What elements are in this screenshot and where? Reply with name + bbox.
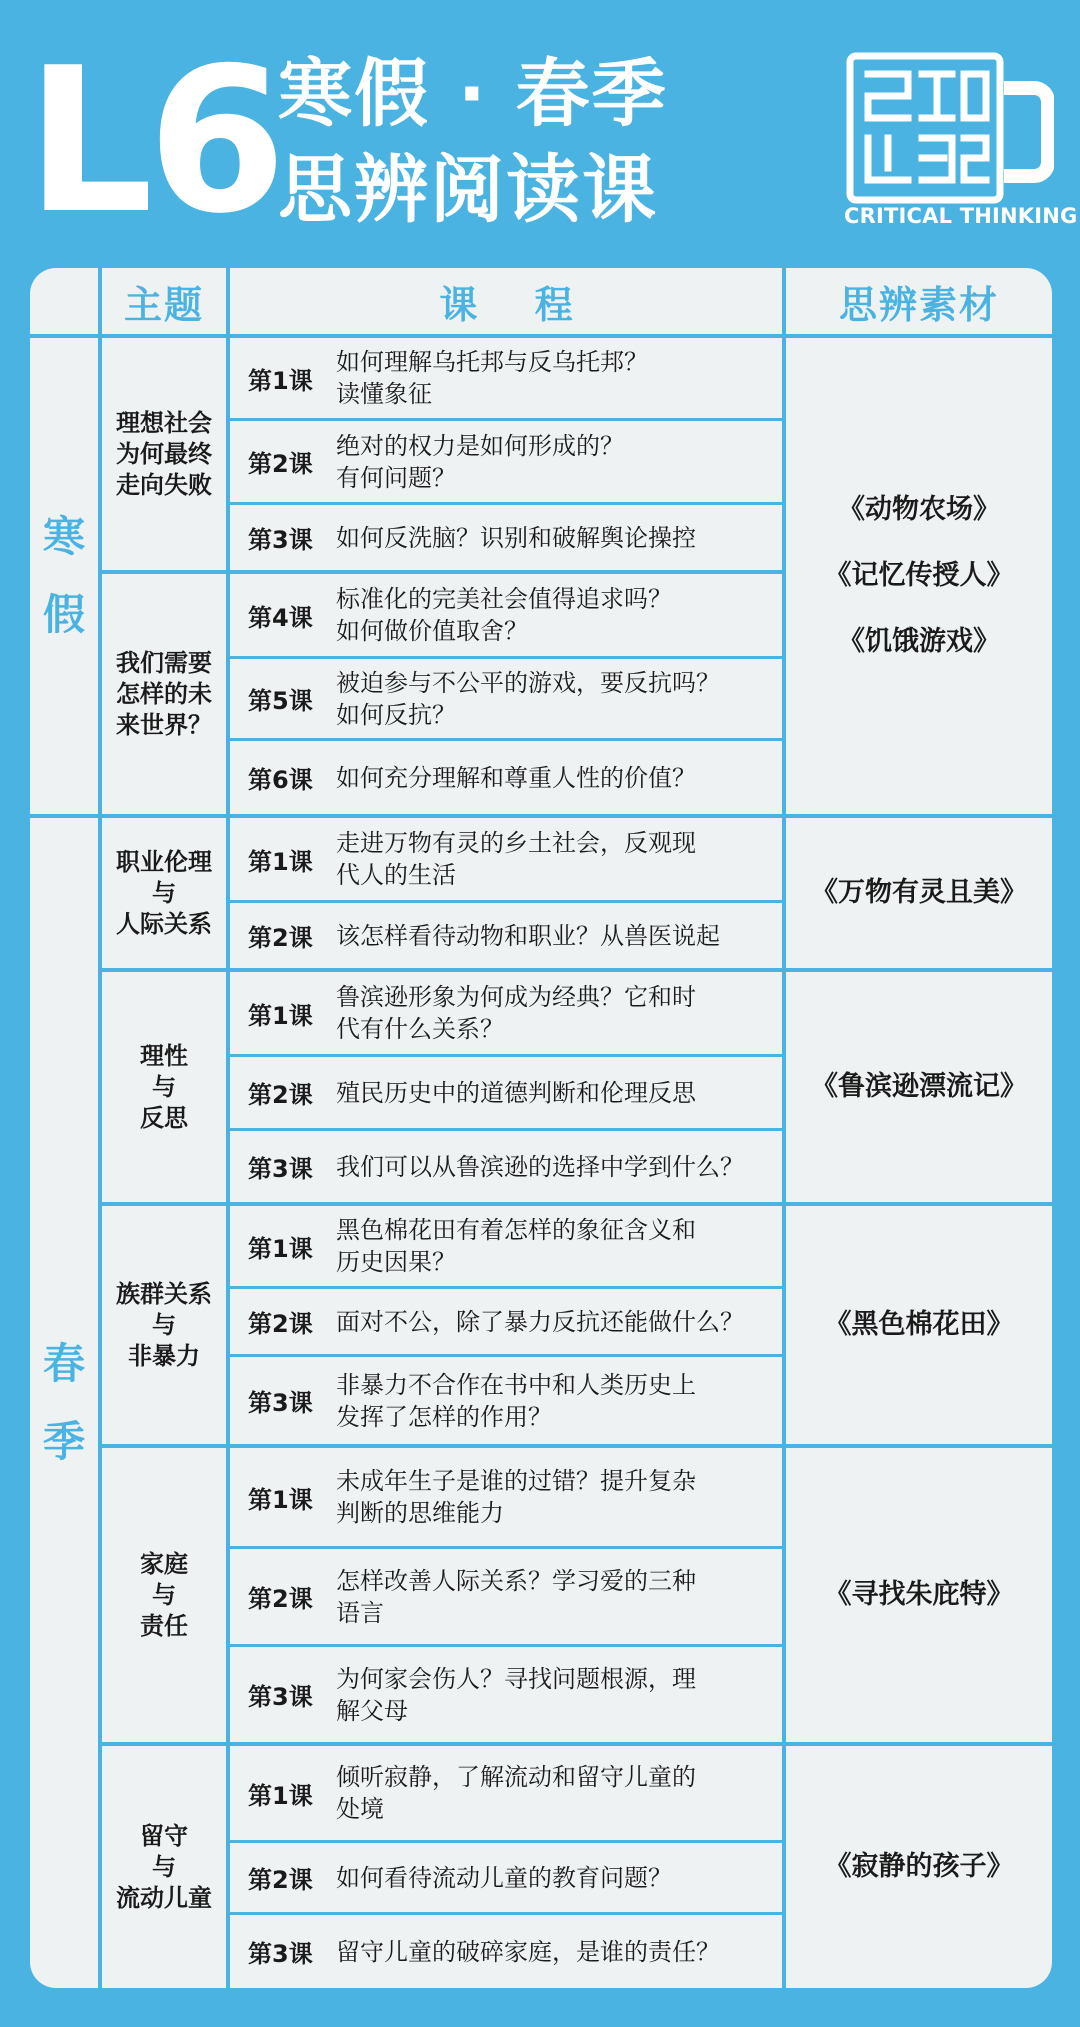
lesson-text: 黑色棉花田有着怎样的象征含义和 历史因果？ bbox=[336, 1216, 696, 1276]
lesson-number: 第6课 bbox=[248, 766, 313, 794]
col-header-theme: 主题 bbox=[123, 282, 204, 327]
lesson-number: 第2课 bbox=[248, 1081, 313, 1109]
lesson-text: 如何看待流动儿童的教育问题？ bbox=[336, 1863, 672, 1892]
theme-cell: 我们需要 怎样的未 来世界？ bbox=[116, 648, 212, 739]
lesson-row bbox=[230, 818, 782, 900]
course-table bbox=[30, 268, 1052, 1988]
material-cell: 《黑色棉花田》 bbox=[824, 1309, 1014, 1340]
lesson-number: 第3课 bbox=[248, 1389, 313, 1417]
lesson-text: 怎样改善人际关系？学习爱的三种 语言 bbox=[336, 1566, 696, 1627]
lesson-number: 第1课 bbox=[248, 1001, 313, 1030]
lesson-number: 第3课 bbox=[248, 526, 313, 554]
lesson-text: 为何家会伤人？寻找问题根源，理 解父母 bbox=[336, 1664, 696, 1725]
lesson-text: 倾听寂静，了解流动和留守儿童的 处境 bbox=[336, 1763, 696, 1823]
material-cell: 《寂静的孩子》 bbox=[824, 1851, 1014, 1882]
lesson-text: 非暴力不合作在书中和人类历史上 发挥了怎样的作用？ bbox=[336, 1370, 696, 1431]
lesson-text: 面对不公，除了暴力反抗还能做什么？ bbox=[336, 1307, 744, 1336]
lesson-row bbox=[230, 1448, 782, 1546]
lesson-number: 第3课 bbox=[248, 1940, 313, 1968]
lesson-row bbox=[230, 972, 782, 1054]
lesson-row bbox=[230, 1746, 782, 1840]
lesson-row bbox=[230, 903, 782, 968]
lesson-text: 鲁滨逊形象为何成为经典？它和时 代有什么关系？ bbox=[336, 983, 696, 1043]
lesson-text: 我们可以从鲁滨逊的选择中学到什么？ bbox=[336, 1152, 744, 1181]
lesson-row bbox=[230, 505, 782, 570]
lesson-row bbox=[230, 421, 782, 502]
lesson-text: 标准化的完美社会值得追求吗？ 如何做价值取舍？ bbox=[336, 585, 672, 645]
theme-cell: 族群关系 与 非暴力 bbox=[116, 1279, 212, 1370]
col-header-course: 课 程 bbox=[439, 282, 595, 327]
lesson-number: 第2课 bbox=[248, 1866, 313, 1894]
theme-cell: 理性 与 反思 bbox=[140, 1041, 188, 1132]
lesson-number: 第4课 bbox=[248, 603, 313, 632]
lesson-row bbox=[230, 1915, 782, 1988]
lesson-text: 走进万物有灵的乡土社会，反观现 代人的生活 bbox=[336, 829, 696, 889]
lesson-text: 绝对的权力是如何形成的？ 有何问题？ bbox=[336, 431, 624, 492]
lesson-number: 第3课 bbox=[248, 1155, 313, 1183]
lesson-row bbox=[230, 1647, 782, 1742]
lesson-number: 第2课 bbox=[248, 1310, 313, 1338]
lesson-number: 第5课 bbox=[248, 687, 313, 715]
lesson-text: 如何充分理解和尊重人性的价值？ bbox=[336, 763, 696, 792]
lesson-row bbox=[230, 574, 782, 656]
lesson-text: 未成年生子是谁的过错？提升复杂 判断的思维能力 bbox=[336, 1467, 696, 1527]
lesson-row bbox=[230, 741, 782, 814]
lesson-number: 第1课 bbox=[248, 366, 313, 395]
lesson-text: 如何反洗脑？识别和破解舆论操控 bbox=[336, 523, 696, 552]
lesson-number: 第3课 bbox=[248, 1683, 313, 1711]
lesson-row bbox=[230, 1843, 782, 1912]
lesson-row bbox=[230, 659, 782, 738]
lesson-number: 第1课 bbox=[248, 1234, 313, 1263]
lesson-number: 第1课 bbox=[248, 1485, 313, 1514]
title-line-1: 寒假 · 春季 bbox=[278, 51, 668, 137]
material-cell: 《鲁滨逊漂流记》 bbox=[811, 1071, 1027, 1102]
lesson-number: 第2课 bbox=[248, 450, 313, 478]
title-line-2: 思辨阅读课 bbox=[278, 147, 658, 233]
semester-spring: 春 季 bbox=[42, 1339, 85, 1466]
lesson-number: 第1课 bbox=[248, 1781, 313, 1810]
material-cell: 《动物农场》 《记忆传授人》 《饥饿游戏》 bbox=[824, 494, 1014, 657]
lesson-row bbox=[230, 1549, 782, 1644]
theme-cell: 家庭 与 责任 bbox=[140, 1549, 188, 1640]
lesson-text: 如何理解乌托邦与反乌托邦？ 读懂象征 bbox=[336, 348, 648, 408]
logo-text: CRITICAL THINKING bbox=[844, 204, 1078, 228]
lesson-text: 殖民历史中的道德判断和伦理反思 bbox=[336, 1078, 696, 1107]
lesson-row bbox=[230, 1206, 782, 1286]
level-badge: L6 bbox=[26, 25, 281, 258]
theme-cell: 留守 与 流动儿童 bbox=[116, 1821, 212, 1912]
lesson-text: 留守儿童的破碎家庭，是谁的责任？ bbox=[336, 1937, 720, 1966]
col-header-material: 思辨素材 bbox=[838, 282, 999, 327]
material-cell: 《万物有灵且美》 bbox=[811, 877, 1027, 908]
lesson-number: 第2课 bbox=[248, 1585, 313, 1613]
lesson-number: 第1课 bbox=[248, 847, 313, 876]
lesson-row bbox=[230, 1357, 782, 1444]
lesson-row bbox=[230, 338, 782, 418]
lesson-text: 该怎样看待动物和职业？从兽医说起 bbox=[336, 921, 720, 950]
lesson-number: 第2课 bbox=[248, 924, 313, 952]
semester-winter: 寒 假 bbox=[42, 512, 85, 639]
lesson-row bbox=[230, 1057, 782, 1128]
lesson-row bbox=[230, 1289, 782, 1354]
lesson-row bbox=[230, 1131, 782, 1202]
theme-cell: 职业伦理 与 人际关系 bbox=[116, 847, 212, 938]
lesson-text: 被迫参与不公平的游戏，要反抗吗？ 如何反抗？ bbox=[336, 668, 720, 729]
theme-cell: 理想社会 为何最终 走向失败 bbox=[116, 408, 212, 499]
material-cell: 《寻找朱庇特》 bbox=[824, 1579, 1014, 1610]
